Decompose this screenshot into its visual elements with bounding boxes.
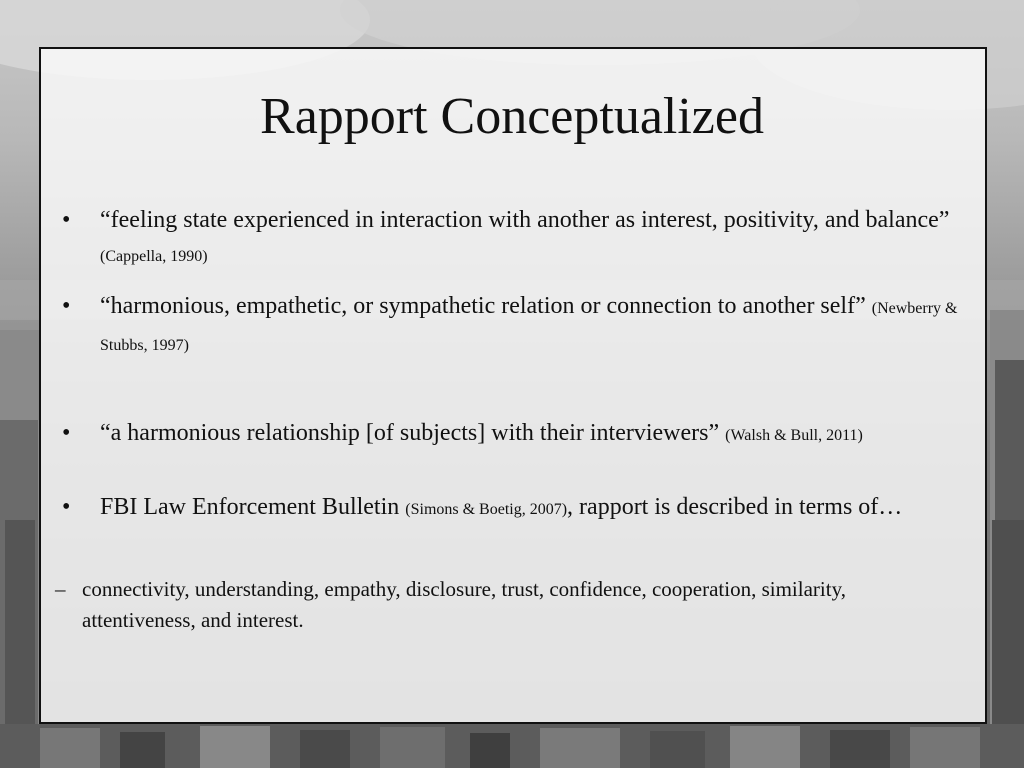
sub-bullet-text: connectivity, understanding, empathy, disclosure, trust, confidence, cooperation, similarity, attentiveness, and interest. (82, 577, 846, 632)
sub-bullet-marker: – (55, 577, 66, 601)
bullet-item (62, 490, 1000, 527)
bullet-text: “feeling state experienced in interaction with another as interest, positivity, and balance” (100, 207, 950, 233)
citation: (Newberry & Stubbs, 1997) (100, 300, 958, 354)
bullet-text: FBI Law Enforcement Bulletin (100, 494, 400, 520)
bullet-marker: • (62, 494, 71, 520)
citation: (Simons & Boetig, 2007) (405, 501, 568, 518)
bullet-marker: • (62, 293, 71, 319)
bullet-item (62, 416, 1000, 453)
sub-bullet-item (55, 574, 862, 636)
citation: (Cappella, 1990) (100, 248, 208, 265)
citation: (Walsh & Bull, 2011) (725, 427, 863, 444)
bullet-text: “a harmonious relationship [of subjects] with their interviewers” (100, 420, 720, 446)
bullet-item (62, 289, 1000, 363)
bullet-marker: • (62, 207, 71, 233)
slide-title: Rapport Conceptualized (260, 88, 764, 145)
bullet-text: “harmonious, empathetic, or sympathetic relation or connection to another self” (100, 293, 866, 319)
bullet-text-continued: , rapport is described in terms of… (567, 494, 903, 520)
bullet-marker: • (62, 420, 71, 446)
bullet-item (62, 203, 1000, 274)
